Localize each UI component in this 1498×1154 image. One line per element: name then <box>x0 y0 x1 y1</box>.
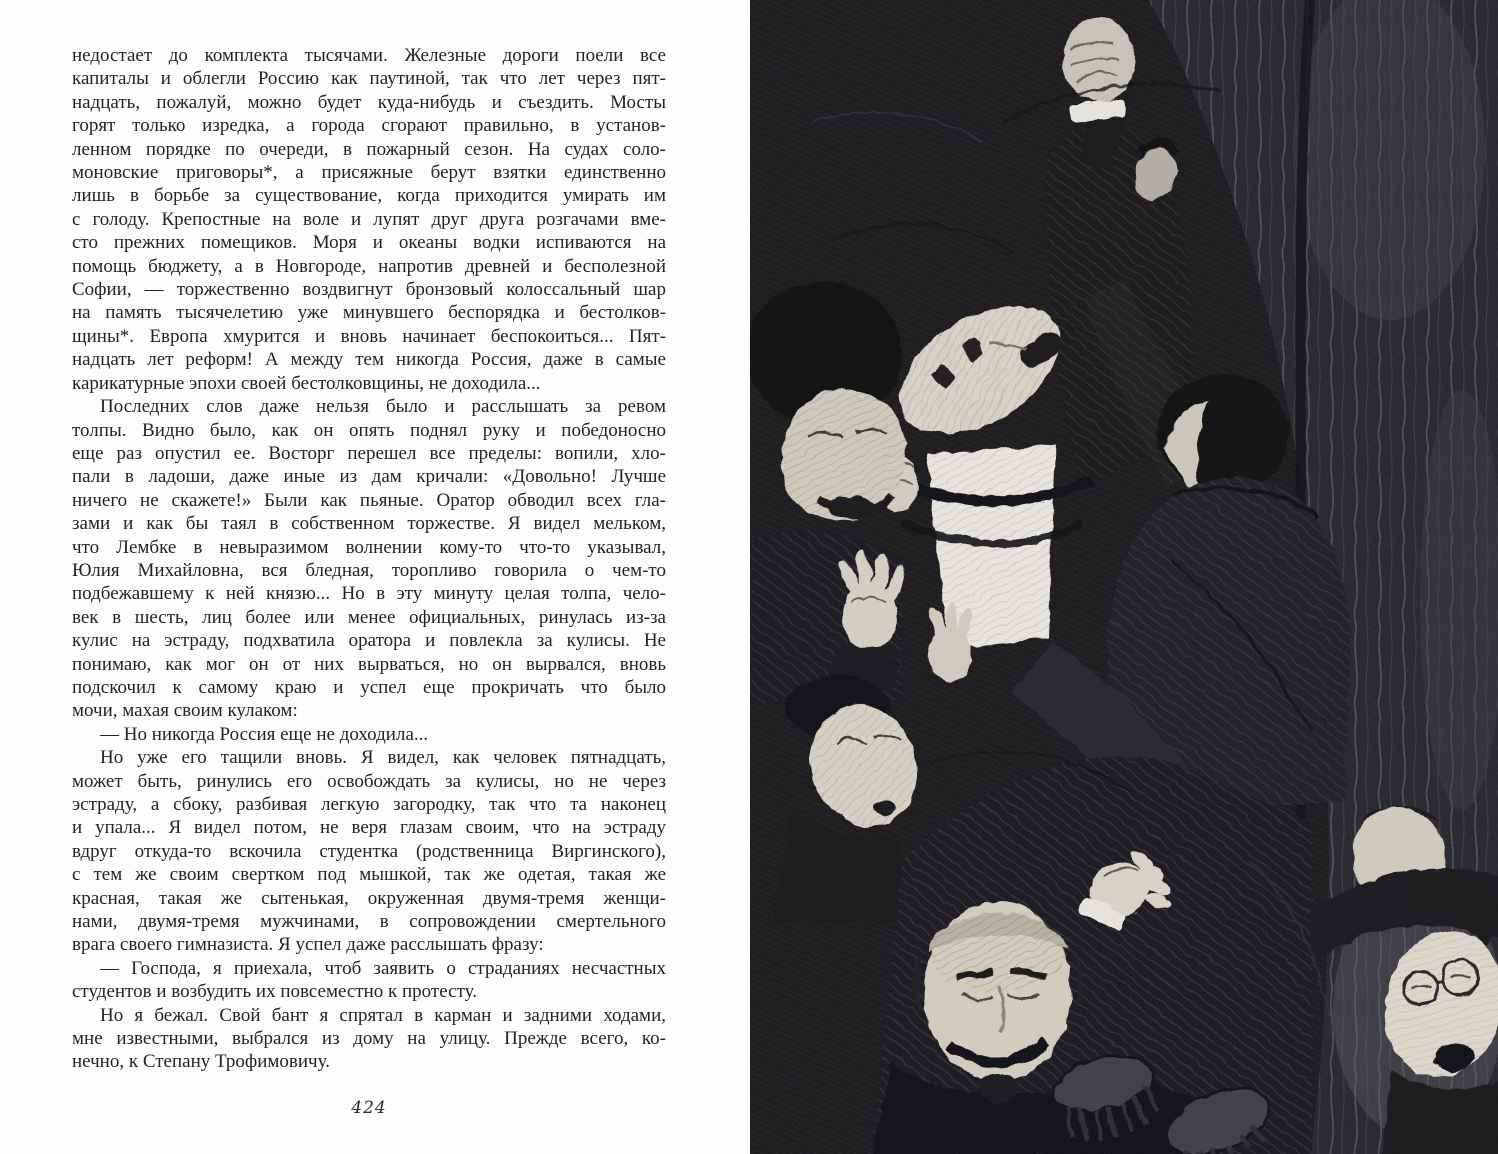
text-line: Но я бежал. Свой бант я спрятал в карман и задними ходами, <box>100 1004 666 1026</box>
text-column <box>72 44 666 1074</box>
text-line: врага своего гимназиста. Я успел даже расслышать фразу: <box>72 934 544 956</box>
text-line: толпы. Видно было, как он опять поднял руку и победоносно <box>72 419 666 441</box>
text-line: сто прежних помещиков. Моря и океаны водки испиваются на <box>72 232 666 254</box>
text-line: с голоду. Крепостные на воле и лупят друг друга розгачами вме- <box>72 208 666 230</box>
text-line: нечно, к Степану Трофимовичу. <box>72 1051 330 1073</box>
text-line: надцать лет реформ! А между тем никогда Россия, даже в самые <box>72 349 666 371</box>
paragraph <box>72 957 666 1004</box>
text-line: подскочил к самому краю и успел еще прокричать что было <box>72 676 666 698</box>
right-page <box>750 0 1498 1154</box>
text-line: с тем же своим свертком под мышкой, так же одетая, такая же <box>72 864 666 886</box>
paragraph <box>72 746 666 957</box>
text-line: Но уже его тащили вновь. Я видел, как человек пятнадцать, <box>100 747 666 769</box>
text-line: студентов и возбудить их повсеместно к протесту. <box>72 981 477 1003</box>
grain-overlay <box>750 0 1498 1154</box>
text-line: пали в ладоши, даже иные из дам кричали: «Довольно! Лучше <box>72 466 666 488</box>
text-line: нами, двумя-тремя мужчинами, в сопровождении смертельного <box>72 911 666 933</box>
text-line: что Лембке в невыразимом волнении кому-то что-то указывал, <box>72 536 666 558</box>
text-line: Софии, — торжественно воздвигнут бронзовый колоссальный шар <box>72 279 666 301</box>
paragraph <box>72 723 666 746</box>
text-line: может быть, ринулись его освобождать за кулисы, но не через <box>72 770 666 792</box>
text-line: ленном порядке по очереди, в пожарный сезон. На судах соло- <box>72 138 666 160</box>
paragraph <box>72 395 666 723</box>
text-line: ничего не скажете!» Были как пьяные. Оратор обводил всех гла- <box>72 489 666 511</box>
text-line: на память тысячелетию уже минувшего беспорядка и бестолков- <box>72 302 666 324</box>
text-line: Юлия Михайловна, вся бледная, торопливо говорила о чем-то <box>72 559 666 581</box>
text-line: и упала... Я видел потом, не веря глазам своим, что на эстраду <box>72 817 666 839</box>
text-line: помощь бюджету, а в Новгороде, напротив древней и бесполезной <box>72 255 666 277</box>
page-number: 424 <box>351 1098 387 1118</box>
text-line: Последних слов даже нельзя было и расслышать за ревом <box>100 396 666 418</box>
text-line: горят только изредка, а города сгорают правильно, в установ- <box>72 115 666 137</box>
text-line: красная, такая же сытенькая, окруженная двумя-тремя женщи- <box>72 887 666 909</box>
text-line: мне известными, выбрался из дому на улицу. Прежде всего, ко- <box>72 1028 666 1050</box>
text-line: моновские приговоры*, а присяжные берут взятки единственно <box>72 162 666 184</box>
text-line: недостает до комплекта тысячами. Железные дороги поели все <box>72 45 666 66</box>
text-line: щины*. Европа хмурится и вновь начинает беспокоиться... Пят- <box>72 325 666 347</box>
text-line: — Господа, я приехала, чтоб заявить о страданиях несчастных <box>100 957 666 979</box>
text-line: карикатурные эпохи своей бестолковщины, не доходила... <box>72 372 541 394</box>
illustration-plate <box>750 0 1498 1154</box>
text-line: мочи, махая своим кулаком: <box>72 700 298 722</box>
text-line: — Но никогда Россия еще не доходила... <box>100 723 429 745</box>
text-line: лишь в борьбе за существование, когда приходится умирать им <box>72 185 666 207</box>
text-line: подбежавшему к ней князю... Но в эту минуту целая толпа, чело- <box>72 583 666 605</box>
text-line: понимаю, как мог он от них вырваться, но он вырвался, вновь <box>72 653 666 675</box>
text-line: вдруг откуда-то вскочила студентка (родственница Виргинского), <box>72 840 666 862</box>
text-line: надцать, пожалуй, можно будет куда-нибудь и съездить. Мосты <box>72 91 666 113</box>
text-line: зами и как бы таял в собственном торжестве. Я видел мельком, <box>72 513 666 535</box>
text-line: еще раз опустил ее. Восторг перешел все пределы: вопили, хло- <box>72 442 666 464</box>
text-line: эстраду, а сбоку, разбивая легкую загородку, так что та наконец <box>72 794 666 815</box>
text-line: кулис на эстраду, подхватила оратора и повлекла за кулисы. Не <box>72 630 666 652</box>
paragraph <box>72 1004 666 1074</box>
paragraph <box>72 44 666 395</box>
text-line: капиталы и облегли Россию как паутиной, так что лет через пят- <box>72 68 666 90</box>
text-line: век в шесть, лиц более или менее официальных, ринулась из-за <box>72 606 666 628</box>
